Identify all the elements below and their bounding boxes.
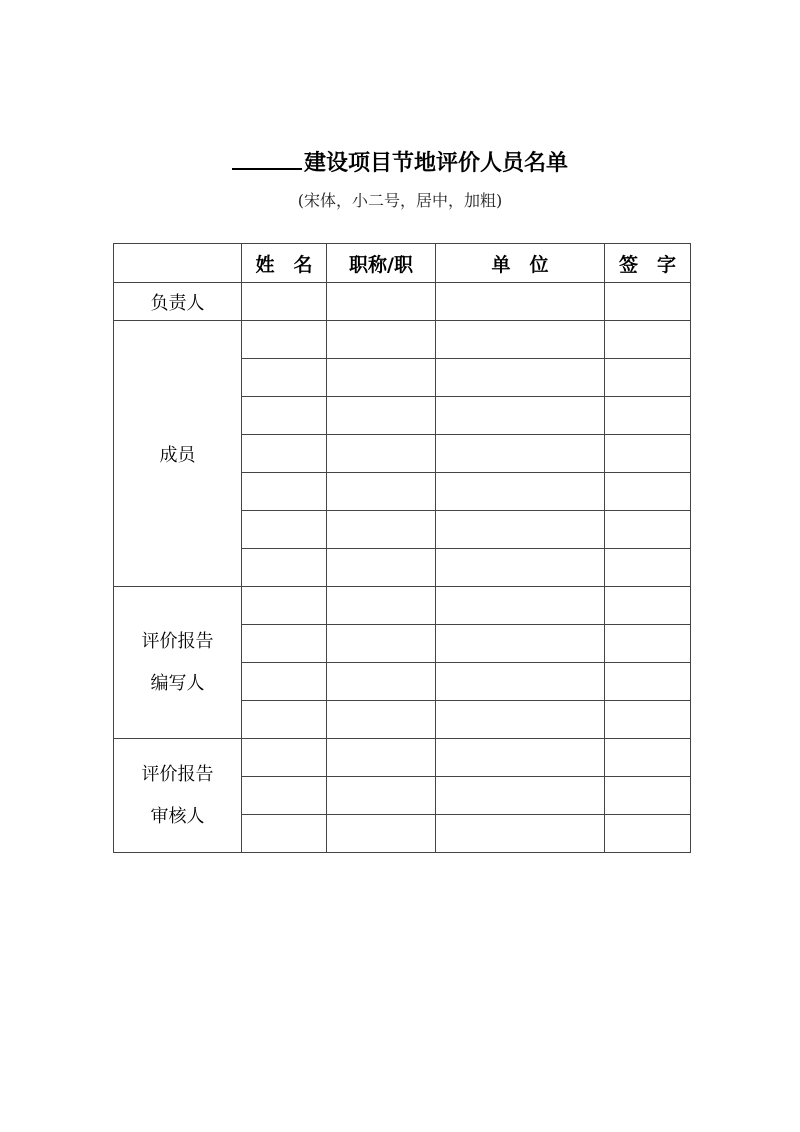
cell[interactable] <box>327 625 436 663</box>
cell[interactable] <box>327 587 436 625</box>
cell[interactable] <box>242 739 327 777</box>
group-writers <box>114 587 242 739</box>
cell[interactable] <box>436 511 605 549</box>
cell[interactable] <box>242 663 327 701</box>
cell[interactable] <box>436 777 605 815</box>
cell[interactable] <box>605 511 691 549</box>
cell[interactable] <box>605 663 691 701</box>
cell[interactable] <box>605 777 691 815</box>
cell[interactable] <box>436 663 605 701</box>
cell[interactable] <box>605 473 691 511</box>
cell[interactable] <box>605 815 691 853</box>
group-members: 成员 <box>114 321 242 587</box>
cell[interactable] <box>605 359 691 397</box>
cell[interactable] <box>242 359 327 397</box>
cell[interactable] <box>242 815 327 853</box>
table-row <box>114 283 691 321</box>
cell[interactable] <box>242 777 327 815</box>
cell[interactable] <box>327 397 436 435</box>
reviewers-label-line1: 评价报告 <box>141 763 214 785</box>
cell[interactable] <box>605 397 691 435</box>
header-title: 职称/职 <box>327 244 436 283</box>
header-row <box>114 244 691 283</box>
cell[interactable] <box>327 739 436 777</box>
cell[interactable] <box>605 587 691 625</box>
cell[interactable] <box>436 321 605 359</box>
cell[interactable] <box>327 815 436 853</box>
cell[interactable] <box>327 701 436 739</box>
cell[interactable] <box>436 587 605 625</box>
header-signature: 签 字 <box>605 244 691 283</box>
cell[interactable] <box>242 625 327 663</box>
cell[interactable] <box>327 511 436 549</box>
cell[interactable] <box>242 321 327 359</box>
cell[interactable] <box>327 777 436 815</box>
table-row <box>114 739 691 777</box>
cell[interactable] <box>242 283 327 321</box>
cell[interactable] <box>327 359 436 397</box>
cell[interactable] <box>327 663 436 701</box>
cell[interactable] <box>436 739 605 777</box>
cell[interactable] <box>327 283 436 321</box>
group-reviewers <box>114 739 242 853</box>
cell[interactable] <box>436 473 605 511</box>
cell[interactable] <box>436 283 605 321</box>
cell[interactable] <box>605 701 691 739</box>
cell[interactable] <box>605 321 691 359</box>
cell[interactable] <box>327 321 436 359</box>
cell[interactable] <box>605 739 691 777</box>
reviewers-label-line2: 审核人 <box>150 805 205 827</box>
cell[interactable] <box>242 587 327 625</box>
title-text: 建设项目节地评价人员名单 <box>303 151 568 176</box>
cell[interactable] <box>242 549 327 587</box>
cell[interactable] <box>242 701 327 739</box>
writers-label-line1: 评价报告 <box>141 630 214 652</box>
cell[interactable] <box>327 435 436 473</box>
cell[interactable] <box>605 283 691 321</box>
cell[interactable] <box>242 511 327 549</box>
cell[interactable] <box>436 359 605 397</box>
cell[interactable] <box>436 625 605 663</box>
page-title <box>0 146 800 179</box>
group-leader: 负责人 <box>114 283 242 321</box>
cell[interactable] <box>327 549 436 587</box>
table-row <box>114 587 691 625</box>
project-name-blank[interactable] <box>232 146 302 170</box>
cell[interactable] <box>242 473 327 511</box>
cell[interactable] <box>242 435 327 473</box>
cell[interactable] <box>605 435 691 473</box>
header-name: 姓 名 <box>242 244 327 283</box>
format-note: (宋体，小二号，居中，加粗) <box>297 191 503 210</box>
cell[interactable] <box>327 473 436 511</box>
header-unit: 单 位 <box>436 244 605 283</box>
cell[interactable] <box>436 701 605 739</box>
cell[interactable] <box>436 435 605 473</box>
cell[interactable] <box>436 815 605 853</box>
header-empty <box>114 244 242 283</box>
cell[interactable] <box>436 397 605 435</box>
writers-label-line2: 编写人 <box>150 672 205 694</box>
cell[interactable] <box>605 625 691 663</box>
personnel-table <box>113 243 691 853</box>
cell[interactable] <box>436 549 605 587</box>
table-row <box>114 321 691 359</box>
cell[interactable] <box>605 549 691 587</box>
cell[interactable] <box>242 397 327 435</box>
